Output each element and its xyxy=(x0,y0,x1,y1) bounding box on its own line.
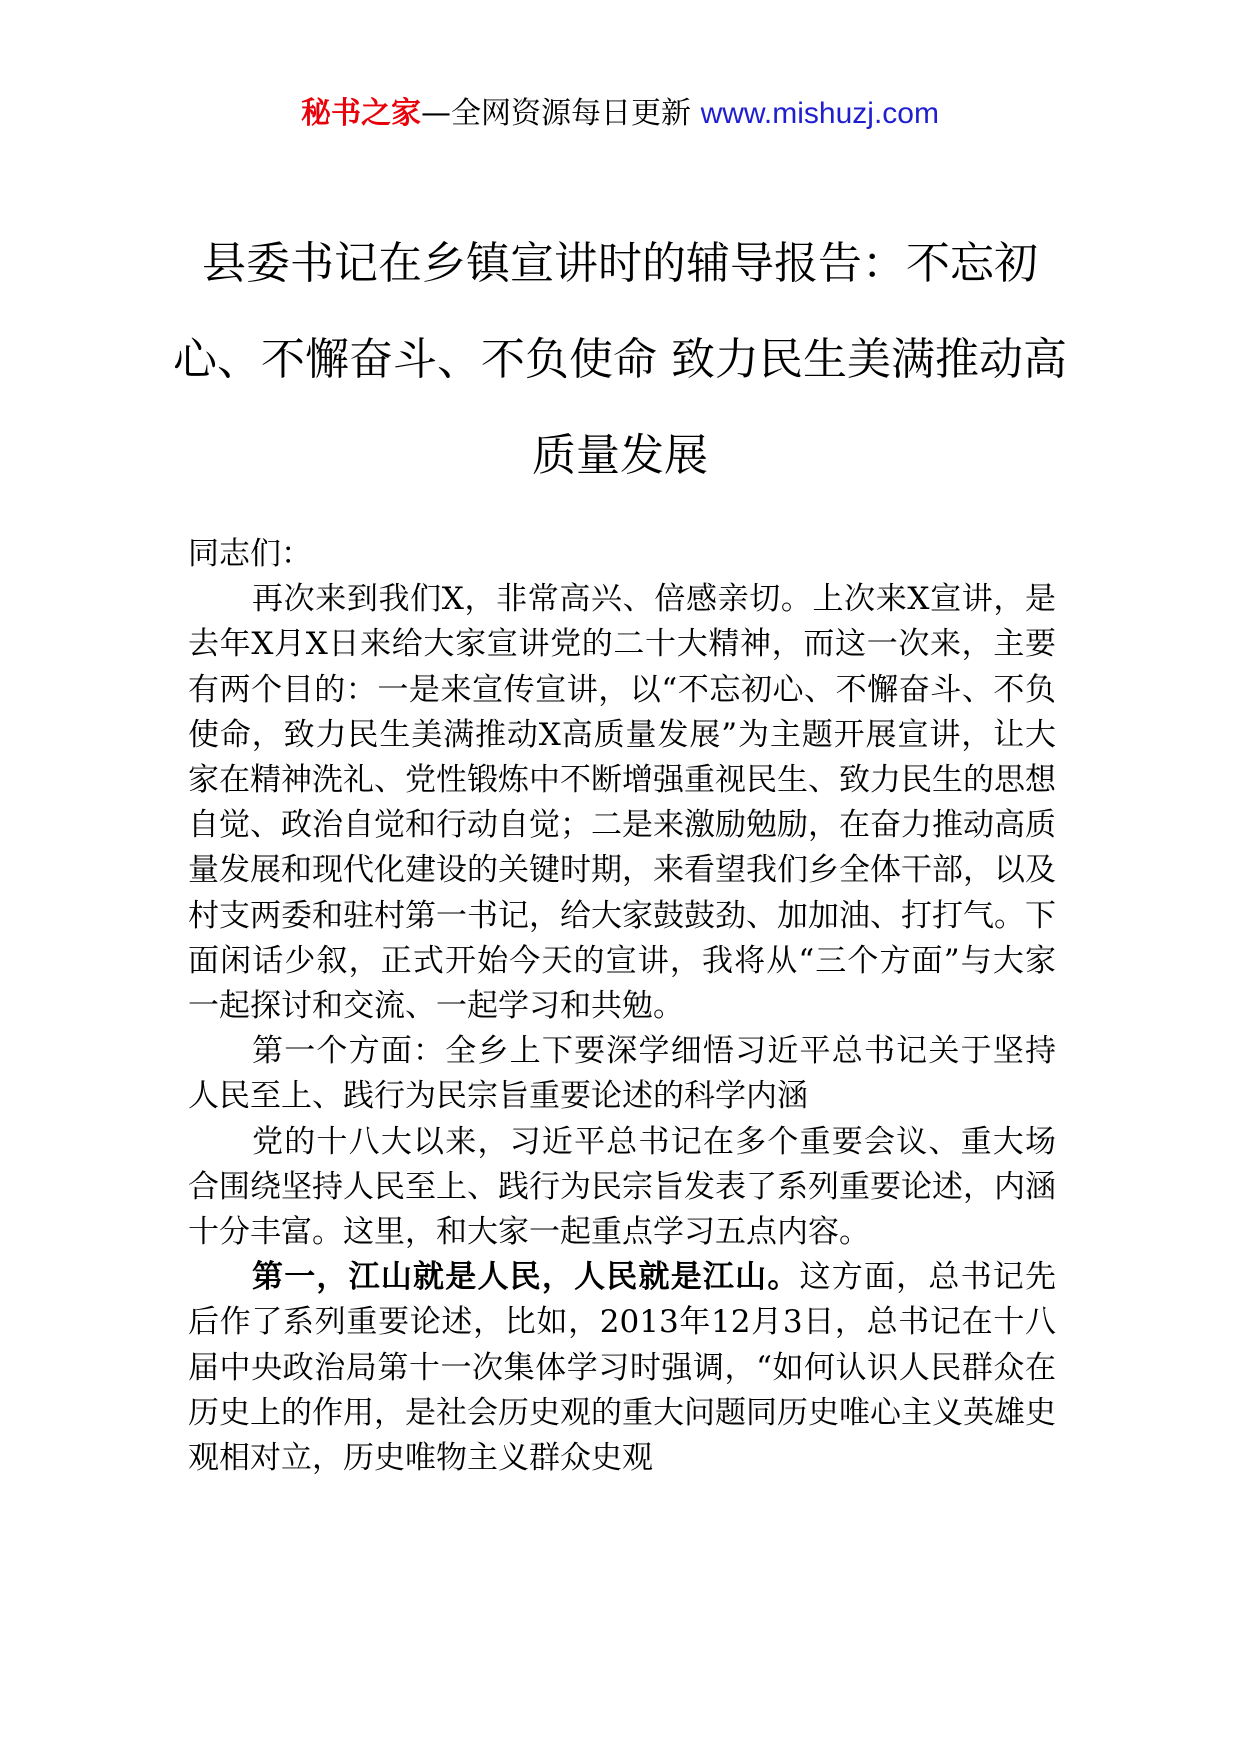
brand-name: 秘书之家 xyxy=(301,96,422,131)
salutation: 同志们： xyxy=(188,536,312,572)
site-url-link[interactable]: www.mishuzj.com xyxy=(700,97,939,130)
site-slogan: —全网资源每日更新 xyxy=(421,96,701,131)
paragraph-point-1 xyxy=(188,1255,1056,1481)
point-1-heading: 第一，江山就是人民，人民就是江山。 xyxy=(252,1259,800,1296)
point-1-text: 这方面，总书记先后作了系列重要论述，比如，2013年12月3日，总书记在十八届中央政治局第十一次集体学习时强调，“如何认识人民群众在历史上的作用，是社会历史观的重大问题同历史唯心主义英雄史观相对立，历史唯物主义群众史观 xyxy=(188,1259,1057,1477)
document-body xyxy=(188,532,1056,1481)
document-title: 县委书记在乡镇宣讲时的辅导报告：不忘初心、不懈奋斗、不负使命 致力民生美满推动高质量发展 xyxy=(173,238,1067,481)
paragraph-section-intro: 党的十八大以来，习近平总书记在多个重要会议、重大场合围绕坚持人民至上、践行为民宗旨发表了系列重要论述，内涵十分丰富。这里，和大家一起重点学习五点内容。 xyxy=(188,1123,1056,1251)
site-header xyxy=(0,94,1240,134)
paragraph-intro: 再次来到我们X，非常高兴、倍感亲切。上次来X宣讲，是去年X月X日来给大家宣讲党的二十大精神，而这一次来，主要有两个目的：一是来宣传宣讲，以“不忘初心、不懈奋斗、不负使命，致力民生美满推动X高质量发展”为主题开展宣讲，让大家在精神洗礼、党性锻炼中不断增强重视民生、致力民生的思想自觉、政治自觉和行动自觉；二是来激励勉励，在奋力推动高质量发展和现代化建设的关键时期，来看望我们乡全体干部，以及村支两委和驻村第一书记，给大家鼓鼓劲、加加油、打打气。下面闲话少叙，正式开始今天的宣讲，我将从“三个方面”与大家一起探讨和交流、一起学习和共勉。 xyxy=(188,581,1056,1025)
section-heading-1: 第一个方面：全乡上下要深学细悟习近平总书记关于坚持人民至上、践行为民宗旨重要论述的科学内涵 xyxy=(188,1033,1056,1115)
